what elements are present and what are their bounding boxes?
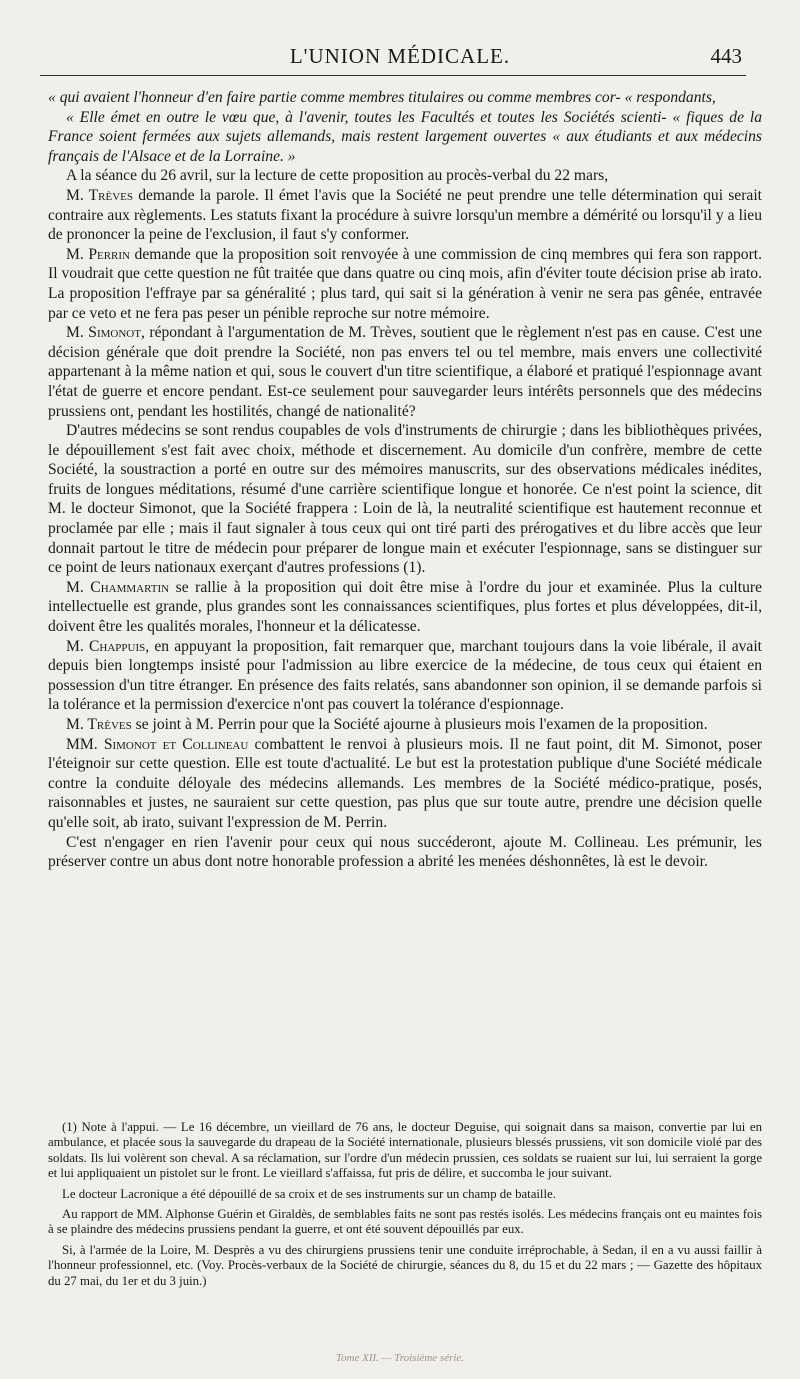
page-footer: Tome XII. — Troisième série.: [335, 1352, 465, 1364]
body-paragraph: [48, 637, 762, 715]
speaker-name: M. Chammartin: [66, 578, 170, 596]
body-paragraph: [48, 715, 762, 735]
body-paragraph: [48, 421, 762, 578]
paragraph-text: se joint à M. Perrin pour que la Société ajourne à plusieurs mois l'examen de la proposition.: [131, 716, 708, 733]
paragraph-text: demande la parole. Il émet l'avis que la Société ne peut prendre une telle détermination qui serait contraire aux règlements. Les statuts fixant la procédure à suivre lorsqu'un membre a démérité ou lorsqu'il y a lieu de prononcer la peine de l'exclusion, il faut s'y conformer.: [48, 186, 763, 244]
page-header: [0, 40, 800, 74]
speaker-name: M. Trèves: [66, 186, 134, 204]
paragraph-text: combattent le renvoi à plusieurs mois. Il ne faut point, dit M. Simonot, poser l'éteignoir sur cette question. Elle est toute d'actualité. Le but est la protestation publique d'une Société médicale contre la conduite déloyale des médecins allemands. Les membres de la Société médico-pratique, posés, raisonnables et justes, ne sauraient sur cette question, pas plus que sur toute autre, prendre une décision quelle qu'elle soit, ab irato, suivant l'expression de M. Perrin.: [48, 735, 762, 831]
speaker-name: M. Perrin: [66, 245, 130, 263]
footnote: Le docteur Lacronique a été dépouillé de sa croix et de ses instruments sur un champ de bataille.: [62, 1186, 556, 1201]
paragraph-text: A la séance du 26 avril, sur la lecture de cette proposition au procès-verbal du 22 mars,: [66, 167, 609, 185]
body-paragraph: [48, 245, 762, 323]
quote-paragraph: « qui avaient l'honneur d'en faire partie comme membres titulaires ou comme membres cor- « respondants,: [48, 89, 716, 106]
body-paragraph: [48, 186, 762, 245]
article-body: [48, 88, 762, 872]
header-rule: [40, 75, 746, 76]
footnote: (1) Note à l'appui. — Le 16 décembre, un vieillard de 76 ans, le docteur Deguise, qui soignait dans sa maison, convertie par lui en ambulance, et placée sous la sauvegarde du drapeau de la Société internationale, plusieurs blessés prussiens, vit son domicile violé par des soldats. Ils lui volèrent son cheval. A sa réclamation, sur l'ordre d'un médecin prussien, ces soldats se ruaient sur lui, lui serraient la gorge et lui appliquaient un pistolet sur le front. Le vieillard s'affaissa, fut pris de délire, et succomba le jour suivant.: [48, 1120, 762, 1181]
paragraph-text: , en appuyant la proposition, fait remarquer que, marchant toujours dans la voie libérale, il avait depuis bien longtemps insisté pour l'admission au libre exercice de la médecine, de tous ceux qui étaient en possession d'un titre étranger. En présence des faits relatés, sans abandonner son opinion, il se demande parfois si la tolérance et la permission d'exercice n'ont pas couvert la tolérance d'espionnage.: [48, 637, 762, 714]
paragraph-list: [48, 166, 762, 871]
paragraph-text: demande que la proposition soit renvoyée à une commission de cinq membres qui fera son rapport. Il voudrait que cette question ne fût traitée que dans quatre ou cinq mois, afin d'éviter toute décision prise ab irato. La proposition l'effraye par sa généralité ; plus tard, qui sait si la génération à venir ne sera pas gênée, entravée par ce veto et ne fera pas peser un pénible reproche sur notre mémoire.: [48, 245, 762, 322]
paragraph-text: D'autres médecins se sont rendus coupables de vols d'instruments de chirurgie ; dans les bibliothèques privées, le dépouillement s'est fait avec choix, méthode et discernement. Au domicile d'un confrère, membre de cette Société, la soustraction a porté en outre sur des mémoires manuscrits, sur des observations médicales inédites, fruits de longues méditations, résumé d'une carrière scientifique longue et honorée. Ce n'est point la science, dit M. le docteur Simonot, que la Société frappera : Loin de là, la neutralité scientifique est hautement reconnue et proclamée par elle ; mais il faut signaler à tous ceux qui ont tiré parti des prérogatives et du libre accès que leur donnait partout le titre de médecin pour préparer de longue main et exécuter l'espionnage, sans se distinguer sur ce point de leurs nationaux exerçant d'autres professions (1).: [48, 422, 762, 577]
speaker-name: M. Trèves: [66, 716, 132, 733]
paragraph-text: , répondant à l'argumentation de M. Trèves, soutient que le règlement n'est pas en cause. C'est une décision générale que doit prendre la Société, non pas envers tel ou tel membre, mais envers une collectivité appartenant à la même nation et qui, sous le couvert d'un titre scientifique, a élaboré et pratiqué l'espionnage avant l'état de guerre et encore pendant. Est-ce seulement pour sauvegarder leurs intérêts personnels que des médecins prussiens ont, pendant les hostilités, changé de nationalité?: [48, 324, 762, 420]
journal-title: L'UNION MÉDICALE.: [289, 44, 511, 68]
body-paragraph: [48, 323, 762, 421]
footnote: Au rapport de MM. Alphonse Guérin et Giraldès, de semblables faits ne sont pas restés isolés. Les médecins français ont eu maintes fois à se plaindre des médecins prussiens pendant la guerre, et ont été souvent dépouillés par eux.: [48, 1207, 762, 1237]
paragraph-text: C'est n'engager en rien l'avenir pour ceux qui nous succéderont, ajoute M. Collineau. Les prémunir, les préserver contre un abus dont notre honorable profession a abrité les menées déshonnêtes, là est le devoir.: [48, 833, 762, 871]
body-paragraph: [48, 578, 762, 637]
speaker-name: MM. Simonot et Collineau: [66, 735, 249, 753]
speaker-name: M. Simonot: [66, 324, 141, 342]
body-paragraph: [48, 833, 762, 872]
body-paragraph: [48, 735, 762, 833]
speaker-name: M. Chappuis: [66, 637, 146, 655]
body-paragraph: [48, 166, 762, 186]
paragraph-text: se rallie à la proposition qui doit être mise à l'ordre du jour et examinée. Plus la culture intellectuelle est grande, plus grandes sont les connaissances scientifiques, plus fortes et plus développées, dit-il, doivent être les qualités morales, l'honneur et la délicatesse.: [48, 578, 762, 636]
footnotes: [48, 1120, 762, 1294]
footnote: Si, à l'armée de la Loire, M. Desprès a vu des chirurgiens prussiens tenir une conduite irréprochable, à Sedan, il en a vu aussi faillir à l'honneur professionnel, etc. (Voy. Procès-verbaux de la Société de chirurgie, séances du 8, du 15 et du 22 mars ; — Gazette des hôpitaux du 27 mai, du 1er et du 3 juin.): [48, 1242, 762, 1288]
page-number: 443: [710, 44, 742, 68]
quote-paragraph: « Elle émet en outre le vœu que, à l'avenir, toutes les Facultés et toutes les Sociétés scienti- « fiques de la France soient fermées aux sujets allemands, mais restent largement ouvertes « aux étudiants et aux médecins français de l'Alsace et de la Lorraine. »: [48, 108, 762, 165]
